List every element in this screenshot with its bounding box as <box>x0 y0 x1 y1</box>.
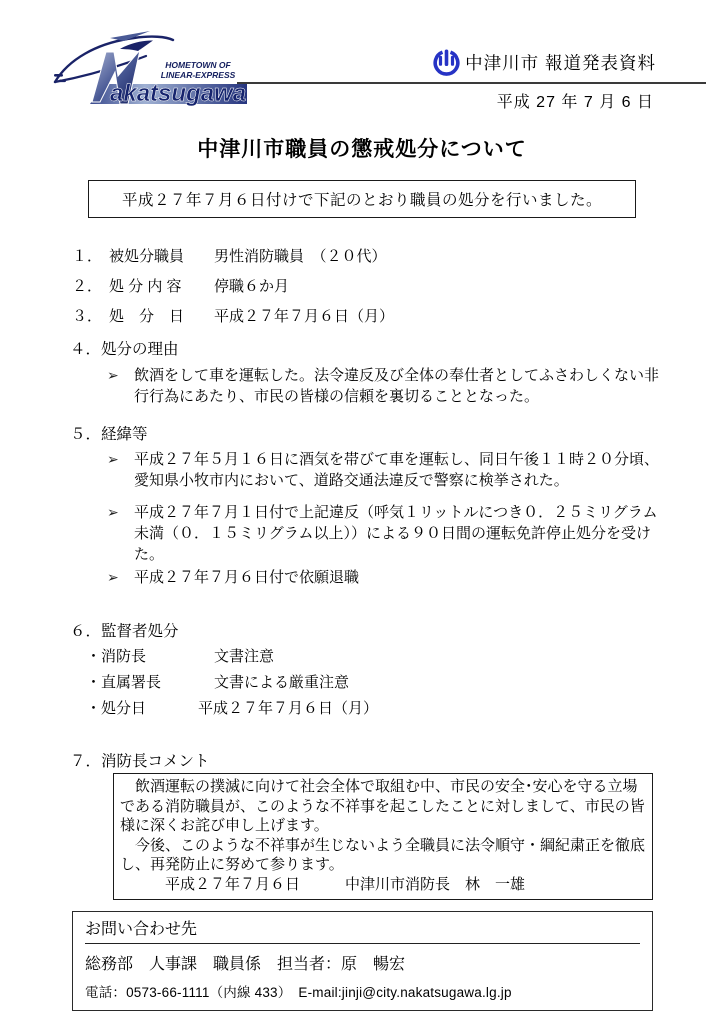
bullet-item <box>107 449 667 491</box>
row-value: 文書による厳重注意 <box>214 674 350 691</box>
contact-box <box>72 911 653 1011</box>
document-header <box>237 49 706 112</box>
item-number: ３． <box>72 308 103 325</box>
bullet-item <box>107 567 667 588</box>
item-number: ２． <box>72 278 103 295</box>
item-label: 被処分職員 <box>109 248 185 265</box>
arrow-bullet-icon: ➢ <box>107 569 119 585</box>
logo-tagline-line2: LINEAR-EXPRESS <box>160 70 236 80</box>
arrow-bullet-icon: ➢ <box>107 451 119 467</box>
logo-wordmark: akatsugawa <box>110 80 247 107</box>
section-heading-background: ５．経緯等 <box>70 426 148 443</box>
contact-title: お問い合わせ先 <box>85 916 640 944</box>
section-heading-reason: ４．処分の理由 <box>70 341 179 358</box>
bullet-text: 平成２７年７月６日付で依願退職 <box>134 569 360 586</box>
contact-department-line: 総務部 人事課 職員係 担当者：原 暢宏 <box>85 956 406 973</box>
arrow-bullet-icon: ➢ <box>107 367 119 383</box>
supervisor-row-date <box>86 699 378 718</box>
row-label: ・消防長 <box>86 648 147 665</box>
section-heading-supervisors: ６．監督者処分 <box>70 623 179 640</box>
row-label: ・処分日 <box>86 700 147 717</box>
notice-box: 平成２７年７月６日付けで下記のとおり職員の処分を行いました。 <box>88 180 636 218</box>
org-row <box>237 49 706 84</box>
bullet-item <box>107 365 667 407</box>
release-date: 平成 27 年 7 月 6 日 <box>496 94 654 111</box>
bullet-item <box>107 502 667 565</box>
bullet-text: 平成２７年５月１６日に酒気を帯びて車を運転し、同日午後１１時２０分頃、愛知県小牧市内において、道路交通法違反で警察に検挙された。 <box>134 451 660 489</box>
row-value: 文書注意 <box>214 648 275 665</box>
disposition-items <box>72 247 394 337</box>
bullet-text: 平成２７年７月１日付で上記違反（呼気１リットルにつき０．２５ミリグラム未満（０．１５ミリグラム以上））による９０日間の運転免許停止処分を受けた。 <box>134 504 658 563</box>
supervisor-rows <box>86 647 378 725</box>
item-value: 停職６か月 <box>214 278 290 295</box>
item-label: 処 分 内 容 <box>109 278 182 295</box>
city-emblem-icon <box>433 49 460 76</box>
arrow-bullet-icon: ➢ <box>107 504 119 520</box>
row-label: ・直属署長 <box>86 674 162 691</box>
item-label: 処 分 日 <box>109 308 185 325</box>
item-row-disposed-employee <box>72 247 394 266</box>
fire-chief-comment-box <box>113 773 653 900</box>
comment-paragraph: 今後、このような不祥事が生じないよう全職員に法令順守・綱紀粛正を徹底し、再発防止に努めて参ります。 <box>120 836 646 873</box>
logo-tagline-line1: HOMETOWN OF <box>165 60 231 70</box>
item-row-disposition-content <box>72 277 394 296</box>
supervisor-row-station-chief <box>86 673 378 692</box>
item-row-disposition-date <box>72 307 394 326</box>
org-title: 中津川市 報道発表資料 <box>465 53 656 73</box>
item-value: 平成２７年７月６日（月） <box>214 308 395 325</box>
section-heading-comment: ７．消防長コメント <box>70 753 210 770</box>
item-value: 男性消防職員 （２０代） <box>214 248 387 265</box>
item-number: １． <box>72 248 103 265</box>
row-value: 平成２７年７月６日（月） <box>198 700 379 717</box>
contact-tel-email-line: 電話：0573-66-1111（内線 433） E-mail:jinji@city.nakatsugawa.lg.jp <box>85 985 512 1000</box>
supervisor-row-fire-chief <box>86 647 378 666</box>
page-title: 中津川市職員の懲戒処分について <box>197 138 527 161</box>
bullet-text: 飲酒をして車を運転した。法令違反及び全体の奉仕者としてふさわしくない非行行為にあたり、市民の皆様の信頼を裏切ることとなった。 <box>134 367 660 405</box>
nakatsugawa-train-logo <box>52 30 247 110</box>
comment-paragraph: 飲酒運転の撲滅に向けて社会全体で取組む中、市民の安全･安心を守る立場である消防職員が、このような不祥事を起こしたことに対しまして、市民の皆様に深くお詫び申し上げます。 <box>120 778 645 834</box>
comment-signature: 平成２７年７月６日 中津川市消防長 林 一雄 <box>120 875 526 893</box>
